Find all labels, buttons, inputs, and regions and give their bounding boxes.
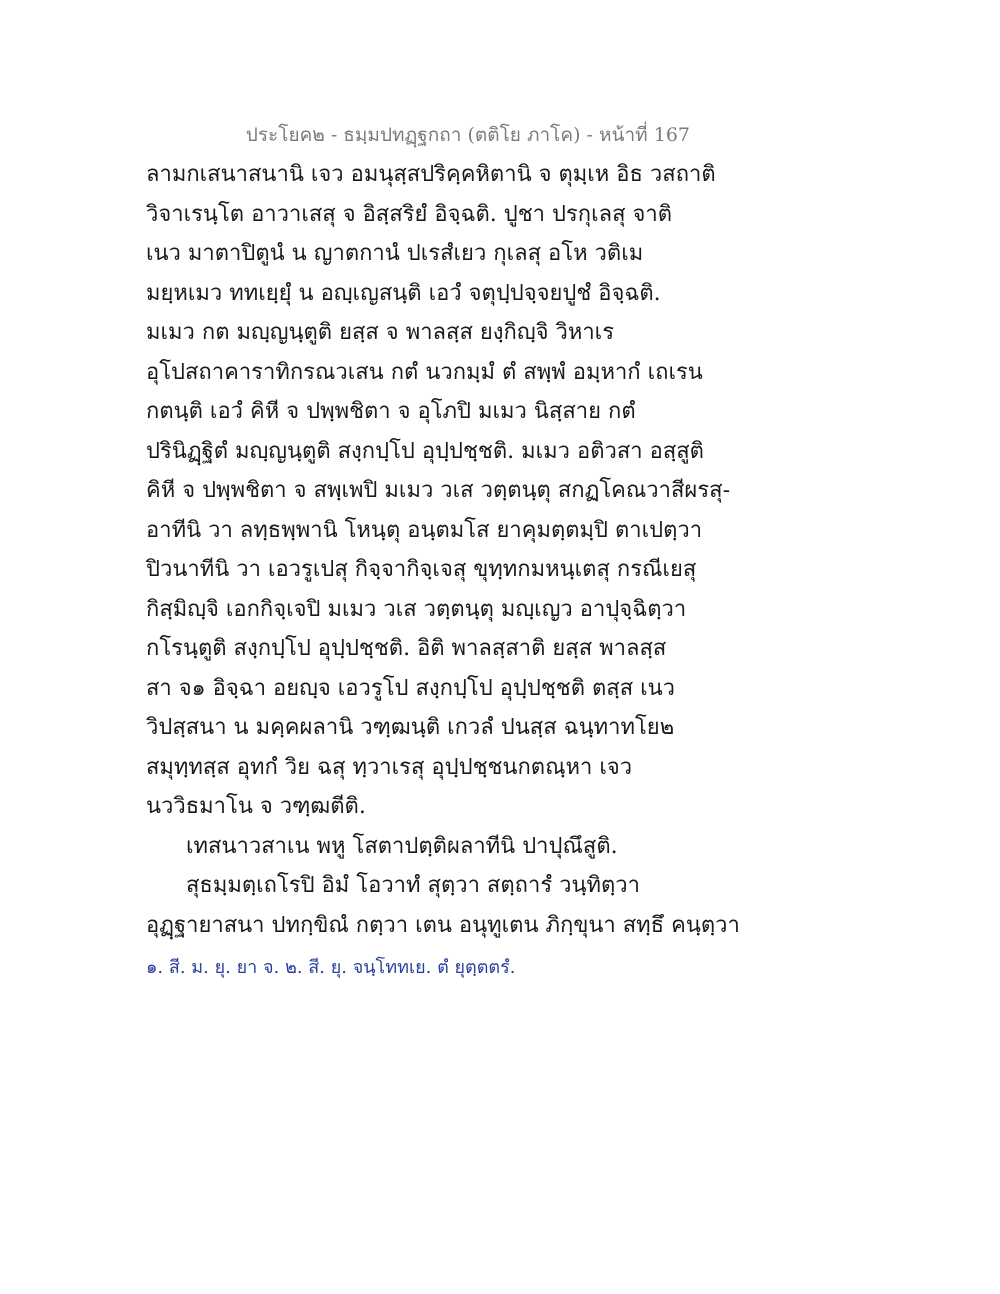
text-line: ปิวนาทีนิ วา เอวรูเปสุ กิจฺจากิจฺเจสุ ขุทฺทกมหนฺเตสุ กรณีเยสุ [146, 557, 697, 582]
text-line: อุโปสถาคาราทิกรณวเสน กตํ นวกมฺมํ ตํ สพฺพํ อมฺหากํ เถเรน [146, 359, 703, 385]
text-line: เนว มาตาปิตูนํ น ญาตกานํ ปเรสํเยว กุเลสุ อโห วติเม [146, 241, 644, 266]
page-header: ประโยค๒ - ธมฺมปทฏฺฐกถา (ตติโย ภาโค) - หน้าที่ 167 [245, 124, 690, 146]
text-line: อาทีนิ วา ลทฺธพฺพานิ โหนฺตุ อนฺตมโส ยาคุมตฺตมฺปิ ตาเปตฺวา [146, 517, 703, 543]
body-text [146, 155, 740, 945]
text-line: กตนฺติ เอวํ คิหี จ ปพฺพชิตา จ อุโภปิ มเมว นิสฺสาย กตํ [146, 399, 636, 424]
text-line: นววิธมาโน จ วฑฺฒตีติ. [146, 794, 366, 819]
text-line: มยฺหเมว ททเยฺยุํ น อญฺเญสนฺติ เอวํ จตุปฺปจฺจยปูชํ อิจฺฉติ. [146, 280, 661, 306]
text-line: วิปสฺสนา น มคฺคผลานิ วฑฺฒนฺติ เกวลํ ปนสฺส ฉนฺทาทโย๒ [146, 715, 675, 740]
text-line: กโรนฺตูติ สงฺกปฺโป อุปฺปชฺชติ. อิติ พาลสฺสาติ ยสฺส พาลสฺส [146, 636, 667, 661]
text-line: อุฏฺฐายาสนา ปทกฺขิณํ กตฺวา เตน อนุทูเตน ภิกฺขุนา สทฺธึ คนฺตฺวา [146, 912, 740, 938]
text-line: สมุทฺทสฺส อุทกํ วิย ฉสุ ทฺวาเรสุ อุปฺปชฺชนกตณฺหา เจว [146, 754, 633, 780]
text-line: คิหี จ ปพฺพชิตา จ สพฺเพปิ มเมว วเส วตฺตนฺตุ สกฏโคณวาสีผรสุ- [146, 478, 730, 503]
text-line: กิสฺมิญฺจิ เอกกิจฺเจปิ มเมว วเส วตฺตนฺตุ มญฺเญว อาปุจฺฉิตฺวา [146, 596, 687, 622]
footnote: ๑. สี. ม. ยุ. ยา จ. ๒. สี. ยุ. จนฺโททเย. ตํ ยุตฺตตรํ. [146, 957, 516, 978]
paragraph-start-line: สุธมฺมตฺเถโรปิ อิมํ โอวาทํ สุตฺวา สตฺถารํ วนฺทิตฺวา [186, 873, 641, 898]
text-line: มเมว กต มญฺญนฺตูติ ยสฺส จ พาลสฺส ยงฺกิญฺจิ วิหาเร [146, 320, 615, 345]
paragraph-start-line: เทสนาวสาเน พหู โสตาปตฺติผลาทีนิ ปาปุณึสูติ. [186, 833, 618, 859]
text-line: สา จ๑ อิจฺฉา อยญฺจ เอวรูโป สงฺกปฺโป อุปฺปชฺชติ ตสฺส เนว [146, 675, 676, 701]
text-line: ลามกเสนาสนานิ เจว อมนุสฺสปริคฺคหิตานิ จ ตุมฺเห อิธ วสถาติ [146, 162, 716, 187]
text-line: วิจาเรนฺโต อาวาเสสุ จ อิสฺสริยํ อิจฺฉติ. ปูชา ปรกุเลสุ จาติ [146, 201, 673, 227]
text-line: ปรินิฏฺฐิตํ มญฺญนฺตูติ สงฺกปฺโป อุปฺปชฺชติ. มเมว อติวสา อสฺสูติ [146, 438, 704, 464]
